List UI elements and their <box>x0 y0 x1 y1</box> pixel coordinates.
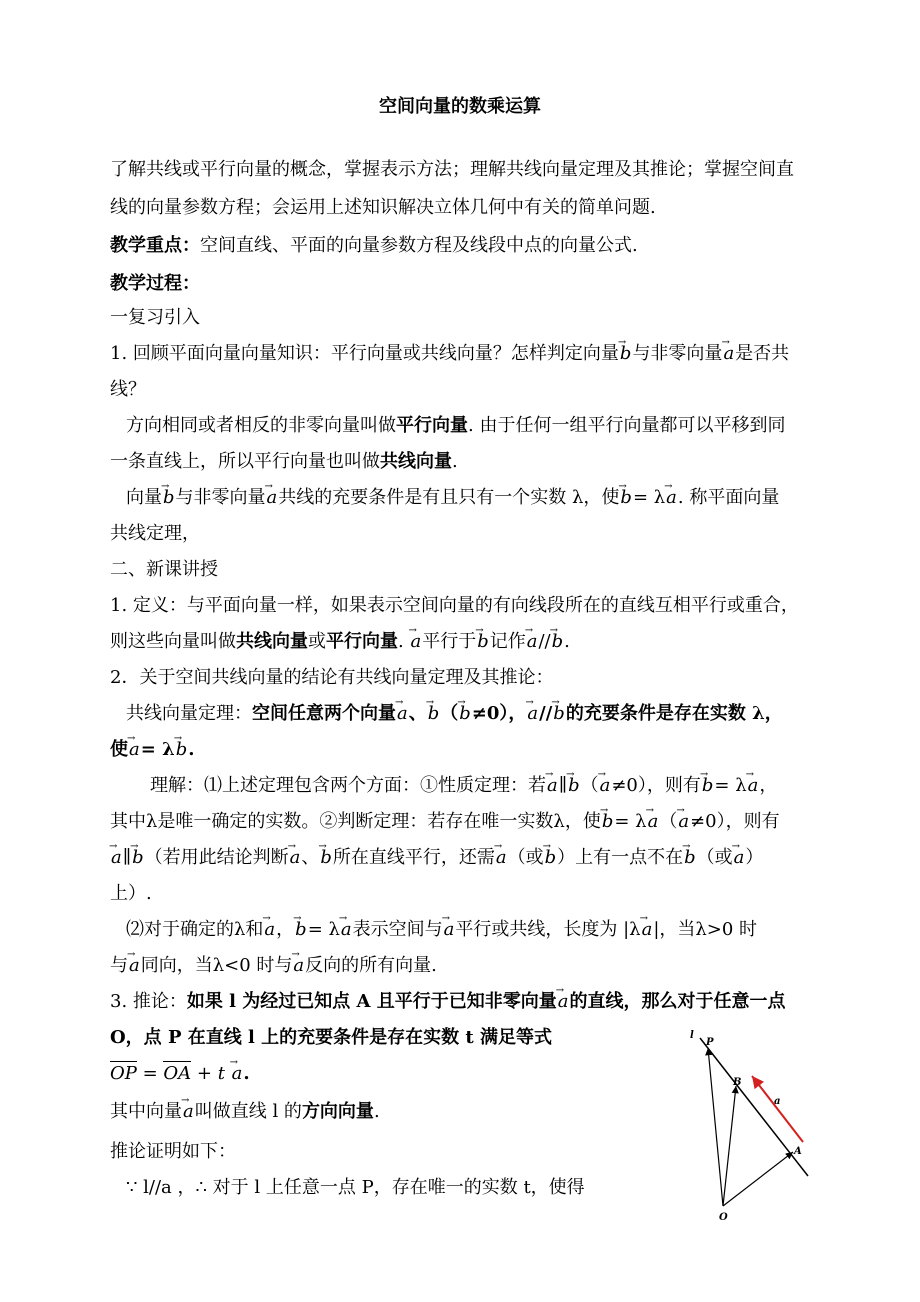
para-parallel-2 <box>110 450 458 474</box>
key-points-text: 空间直线、平面的向量参数方程及线段中点的向量公式. <box>200 235 638 256</box>
term-collinear-vector: 共线向量 <box>380 451 452 472</box>
label-O: O <box>719 1212 728 1223</box>
text: 或 <box>308 631 326 652</box>
vector-b: → b <box>551 630 565 654</box>
text: 表示空间与 <box>352 919 443 940</box>
vector-a: → a <box>231 1062 244 1086</box>
text: . <box>188 739 195 760</box>
section-2-heading: 二、新课讲授 <box>110 559 218 580</box>
collinear-theorem-2 <box>110 738 195 762</box>
text: 3. 推论： <box>110 991 187 1012</box>
text: 则这些向量叫做 <box>110 631 236 652</box>
vector-a: → a <box>396 702 409 726</box>
label-a: a <box>774 1096 781 1107</box>
label-l: l <box>690 1030 694 1041</box>
understand-2 <box>110 810 780 834</box>
text: 空间任意两个向量 <box>252 703 396 724</box>
item-1-cont: 线？ <box>110 379 146 400</box>
text: （或 <box>696 847 733 868</box>
text: 的直线，那么对于任意一点 <box>569 991 786 1012</box>
text: . <box>452 451 458 472</box>
vector-a: → a <box>289 846 302 870</box>
vector-a: → a <box>665 486 678 510</box>
understand2-1 <box>126 918 757 942</box>
text: ≠0），则有 <box>611 775 701 796</box>
term-collinear-vector: 共线向量 <box>236 631 308 652</box>
text: = λ <box>140 739 175 760</box>
text: （ <box>440 703 459 724</box>
text: = <box>136 1063 164 1084</box>
text: 反向的所有向量. <box>305 955 437 976</box>
text: = λ <box>614 811 647 832</box>
vector-b: → b <box>701 774 715 798</box>
key-points <box>110 234 638 258</box>
vector-a: → a <box>641 918 654 942</box>
vector-b: → b <box>458 702 472 726</box>
proof-label: 推论证明如下： <box>110 1141 236 1162</box>
vector-a: → a <box>722 342 735 366</box>
vector-a: → a <box>647 810 660 834</box>
text: ， <box>276 919 295 940</box>
key-points-label: 教学重点： <box>110 235 200 256</box>
text: 、 <box>408 703 427 724</box>
vector-OA <box>723 1152 793 1206</box>
para-theorem-1 <box>126 486 779 510</box>
item1-text-2: 与非零向量 <box>632 343 723 364</box>
text: OP <box>110 1063 137 1084</box>
text: 一条直线上，所以平行向量也叫做 <box>110 451 380 472</box>
section-1-heading: 一复习引入 <box>110 307 200 328</box>
text: （或 <box>507 847 544 868</box>
text: ， <box>759 775 778 796</box>
vector-a: → a <box>409 630 422 654</box>
item-1 <box>110 342 789 366</box>
text: . <box>398 631 404 652</box>
vector-b: → b <box>319 846 333 870</box>
definition-1: 1. 定义：与平面向量一样，如果表示空间向量的有向线段所在的直线互相平行或重合， <box>110 595 799 616</box>
text: 与非零向量 <box>175 487 266 508</box>
proof-line: ∵ l//a ，∴ 对于 l 上任意一点 P，存在唯一的实数 t，使得 <box>126 1177 585 1198</box>
label-B: B <box>733 1077 742 1088</box>
text: 共线的充要条件是有且只有一个实数 λ，使 <box>278 487 620 508</box>
vector-b: → b <box>619 486 633 510</box>
text: 向量 <box>126 487 162 508</box>
understand-4: 上）. <box>110 883 152 904</box>
text: 的充要条件是存在实数 λ， <box>565 703 783 724</box>
vector-a: → a <box>182 1100 195 1124</box>
vector-a: → a <box>546 774 559 798</box>
objective-line-2: 线的向量参数方程；会运用上述知识解决立体几何中有关的简单问题. <box>110 197 656 218</box>
vector-a: → a <box>110 846 123 870</box>
vector-a: → a <box>599 774 612 798</box>
text: 共线向量定理： <box>126 703 252 724</box>
vector-a: → a <box>128 738 141 762</box>
text: // <box>538 631 551 652</box>
text: ⑵对于确定的λ和 <box>126 919 264 940</box>
vector-a: → a <box>340 918 353 942</box>
text: |，当λ>0 时 <box>653 919 758 940</box>
collinear-theorem-1 <box>126 702 783 726</box>
text: = λ <box>307 919 340 940</box>
vector-b: → b <box>567 774 581 798</box>
text: = λ <box>714 775 747 796</box>
term-parallel-vector: 平行向量 <box>396 415 468 436</box>
text: （若用此结论判断 <box>144 847 289 868</box>
text: ≠0），则有 <box>690 811 780 832</box>
para-parallel-1 <box>126 414 785 438</box>
objective-line-1: 了解共线或平行向量的概念，掌握表示方法；理解共线向量定理及其推论；掌握空间直 <box>110 159 794 180</box>
vector-a: → a <box>557 990 570 1014</box>
text: + t <box>191 1063 231 1084</box>
vector-a: → a <box>495 846 508 870</box>
vector-OB <box>723 1086 736 1206</box>
vector-a: → a <box>677 810 690 834</box>
vector-a: → a <box>526 630 539 654</box>
vector-b: → b <box>294 918 308 942</box>
text: 同向，当λ<0 时与 <box>140 955 293 976</box>
vector-a: → a <box>443 918 456 942</box>
text: 记作 <box>489 631 526 652</box>
text: ）上有一点不在 <box>557 847 684 868</box>
text: . <box>373 1101 380 1122</box>
line-l <box>700 1038 808 1176</box>
vector-b: → b <box>476 630 490 654</box>
para-theorem-2: 共线定理， <box>110 523 200 544</box>
term-parallel-vector: 平行向量 <box>326 631 398 652</box>
text: . 称平面向量 <box>677 487 780 508</box>
vector-b: → b <box>162 486 176 510</box>
text: OA <box>163 1063 192 1084</box>
corollary-1 <box>110 990 786 1014</box>
text: 其中λ是唯一确定的实数。②判断定理：若存在唯一实数λ，使 <box>110 811 601 832</box>
vector-b: → b <box>552 702 566 726</box>
text: // <box>539 703 553 724</box>
vector-a: → a <box>128 954 141 978</box>
text: 平行或共线，长度为 |λ <box>455 919 641 940</box>
text: 平行于 <box>422 631 477 652</box>
item1-text-3: 是否共 <box>735 343 790 364</box>
corollary-equation <box>110 1062 250 1086</box>
vector-a: → a <box>526 702 539 726</box>
understand-3 <box>110 846 763 870</box>
label-P: P <box>706 1037 714 1048</box>
text: . <box>243 1063 250 1084</box>
text: 所在直线平行，还需 <box>332 847 495 868</box>
text: 如果 l 为经过已知点 A 且平行于已知非零向量 <box>186 991 557 1012</box>
direction-vector-line <box>110 1100 380 1124</box>
understand2-2 <box>110 954 437 978</box>
geometry-figure <box>690 1028 820 1228</box>
vector-a-red <box>752 1076 803 1142</box>
vector-a: → a <box>292 954 305 978</box>
text: 、 <box>301 847 320 868</box>
item1-text-1: 1. 回顾平面向量向量知识：平行向量或共线向量？怎样判定向量 <box>110 343 619 364</box>
term-direction-vector: 方向向量 <box>301 1101 374 1122</box>
vector-a: → a <box>263 918 276 942</box>
vector-a: → a <box>747 774 760 798</box>
process-label: 教学过程： <box>110 273 200 294</box>
text: = λ <box>632 487 666 508</box>
understand-1 <box>150 774 777 798</box>
vector-OP <box>708 1048 723 1206</box>
text: 叫做直线 l 的 <box>194 1101 302 1122</box>
vector-b: → b <box>544 846 558 870</box>
vector-b: → b <box>601 810 615 834</box>
text: ≠0）， <box>471 703 527 724</box>
label-A: A <box>794 1146 802 1157</box>
page-title: 空间向量的数乘运算 <box>379 96 541 117</box>
vector-b: → b <box>427 702 441 726</box>
definition-2 <box>110 630 570 654</box>
item-2: 2．关于空间共线向量的结论有共线向量定理及其推论： <box>110 667 554 688</box>
text: ∥ <box>122 847 132 868</box>
corollary-2: O，点 P 在直线 l 上的充要条件是存在实数 t 满足等式 <box>110 1027 552 1048</box>
text: ） <box>745 847 764 868</box>
vector-b: → b <box>683 846 697 870</box>
vector-b: → b <box>131 846 145 870</box>
text: . 由于任何一组平行向量都可以平移到同 <box>468 415 786 436</box>
text: 方向相同或者相反的非零向量叫做 <box>126 415 396 436</box>
text: （ <box>580 775 599 796</box>
text: ∥ <box>558 775 568 796</box>
text: . <box>564 631 570 652</box>
text: 其中向量 <box>110 1101 182 1122</box>
text: （ <box>659 811 678 832</box>
vector-a: → a <box>733 846 746 870</box>
vector-b: → b <box>619 342 633 366</box>
text: 与 <box>110 955 128 976</box>
vector-b: → b <box>175 738 189 762</box>
vector-a: → a <box>266 486 279 510</box>
text: 使 <box>110 739 128 760</box>
text: 理解：⑴上述定理包含两个方面：①性质定理：若 <box>150 775 546 796</box>
